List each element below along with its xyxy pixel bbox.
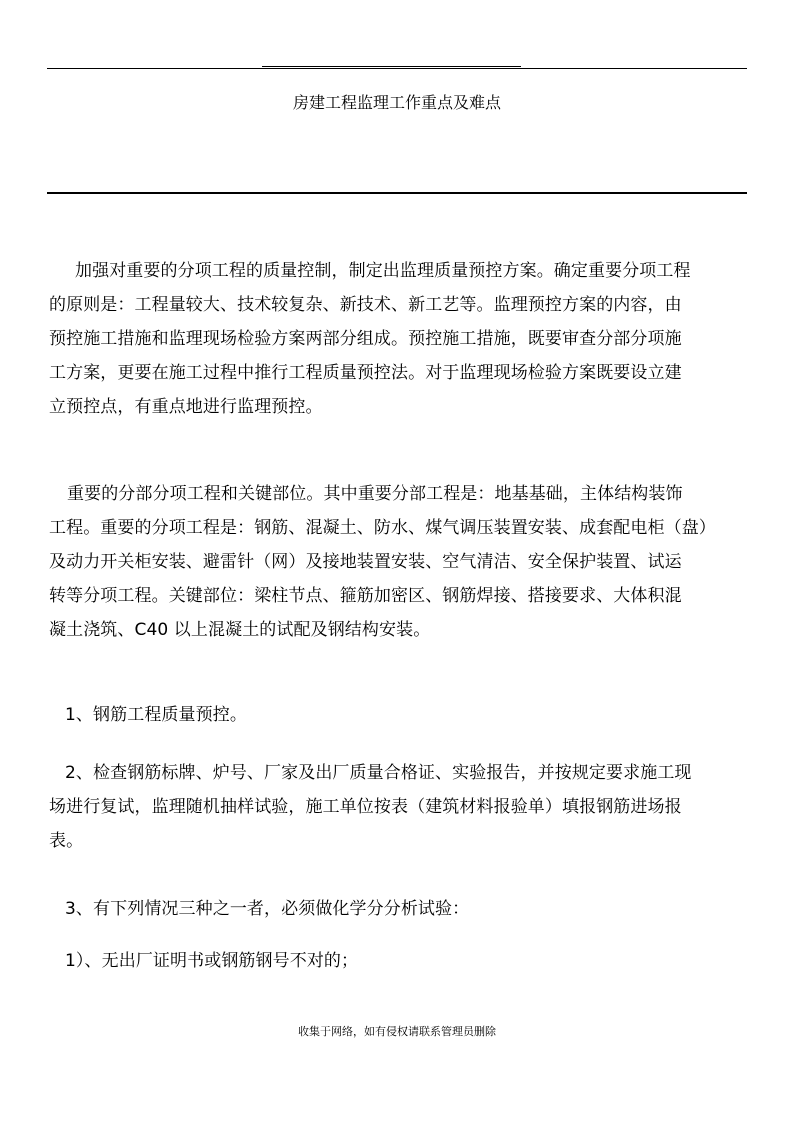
- paragraph-line: 2、检查钢筋标牌、炉号、厂家及出厂质量合格证、实验报告，并按规定要求施工现: [65, 763, 692, 783]
- list-item-2: [49, 756, 749, 858]
- paragraph-line: 立预控点，有重点地进行监理预控。: [49, 397, 323, 417]
- document-title: 房建工程监理工作重点及难点: [292, 93, 501, 112]
- paragraph-line: 1）、无出厂证明书或钢筋钢号不对的；: [65, 951, 359, 971]
- paragraph-key-works: [49, 477, 749, 647]
- paragraph-line: 及动力开关柜安装、避雷针（网）及接地装置安装、空气清洁、安全保护装置、试运: [49, 552, 682, 572]
- page-footer: 收集于网络，如有侵权请联系管理员删除: [298, 1025, 496, 1038]
- sub-item-1: [49, 944, 749, 978]
- paragraph-line: 预控施工措施和监理现场检验方案两部分组成。预控施工措施，既要审查分部分项施: [49, 329, 682, 349]
- title-bottom-rule: [47, 192, 747, 194]
- paragraph-line: 加强对重要的分项工程的质量控制，制定出监理质量预控方案。确定重要分项工程: [75, 261, 691, 281]
- paragraph-line: 表。: [49, 831, 84, 851]
- paragraph-line: 重要的分部分项工程和关键部位。其中重要分部工程是：地基基础，主体结构装饰: [67, 484, 683, 504]
- header-long-rule: [47, 68, 747, 69]
- paragraph-line: 工程。重要的分项工程是：钢筋、混凝土、防水、煤气调压装置安装、成套配电柜（盘）: [49, 518, 716, 538]
- paragraph-line: 的原则是：工程量较大、技术较复杂、新技术、新工艺等。监理预控方案的内容，由: [49, 295, 682, 315]
- paragraph-line: 转等分项工程。关键部位：梁柱节点、箍筋加密区、钢筋焊接、搭接要求、大体积混: [49, 586, 682, 606]
- list-item-1: [49, 698, 749, 732]
- paragraph-line: 工方案，更要在施工过程中推行工程质量预控法。对于监理现场检验方案既要设立建: [49, 363, 682, 383]
- header-short-rule: [262, 66, 521, 67]
- list-item-3: [49, 892, 749, 926]
- paragraph-line: 场进行复试，监理随机抽样试验，施工单位按表（建筑材料报验单）填报钢筋进场报: [49, 797, 682, 817]
- paragraph-line: 1、钢筋工程质量预控。: [65, 705, 247, 725]
- paragraph-line: 凝土浇筑、C40 以上混凝土的试配及钢结构安装。: [49, 620, 431, 640]
- paragraph-line: 3、有下列情况三种之一者，必须做化学分分析试验：: [65, 899, 470, 919]
- paragraph-quality-control: [49, 254, 749, 424]
